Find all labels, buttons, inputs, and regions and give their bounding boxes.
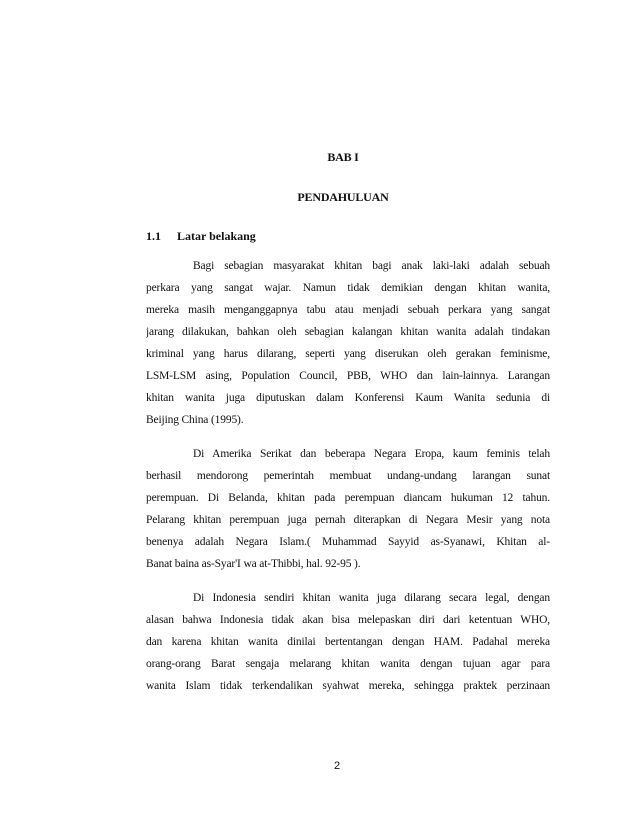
- paragraph-line: Di Amerika Serikat dan beberapa Negara Eropa, kaum feminis telah: [193, 448, 550, 460]
- paragraph-line: kriminal yang harus dilarang, seperti yang diserukan oleh gerakan feminisme,: [146, 348, 550, 360]
- paragraph-3: [146, 592, 550, 702]
- paragraph-line: alasan bahwa Indonesia tidak akan bisa melepaskan diri dari ketentuan WHO,: [146, 614, 550, 626]
- paragraph-line: perkara yang sangat wajar. Namun tidak demikian dengan khitan wanita,: [146, 282, 550, 294]
- paragraph-line: Banat baina as-Syar'I wa at-Thibbi, hal. 92-95 ).: [146, 558, 361, 570]
- paragraph-line: Di Indonesia sendiri khitan wanita juga dilarang secara legal, dengan: [193, 592, 550, 604]
- chapter-number: BAB I: [327, 150, 359, 164]
- paragraph-line: berhasil mendorong pemerintah membuat undang-undang larangan sunat: [146, 470, 550, 482]
- paragraph-line: Pelarang khitan perempuan juga pernah diterapkan di Negara Mesir yang nota: [146, 514, 550, 526]
- paragraph-line: Bagi sebagian masyarakat khitan bagi anak laki-laki adalah sebuah: [193, 260, 550, 272]
- page-number: 2: [333, 760, 341, 772]
- section-number: 1.1: [146, 229, 161, 243]
- paragraph-1: [146, 260, 550, 436]
- chapter-title: PENDAHULUAN: [297, 190, 389, 204]
- paragraph-line: perempuan. Di Belanda, khitan pada perempuan diancam hukuman 12 tahun.: [146, 492, 550, 504]
- paragraph-line: LSM-LSM asing, Population Council, PBB, WHO dan lain-lainnya. Larangan: [146, 370, 550, 382]
- section-title: Latar belakang: [177, 229, 256, 243]
- paragraph-line: dan karena khitan wanita dinilai bertentangan dengan HAM. Padahal mereka: [146, 636, 550, 648]
- paragraph-line: Beijing China (1995).: [146, 414, 244, 426]
- paragraph-line: mereka masih menganggapnya tabu atau menjadi sebuah perkara yang sangat: [146, 304, 550, 316]
- section-heading: [146, 229, 256, 244]
- paragraph-line: benenya adalah Negara Islam.( Muhammad Sayyid as-Syanawi, Khitan al-: [146, 536, 550, 548]
- paragraph-line: jarang dilakukan, bahkan oleh sebagian kalangan khitan wanita adalah tindakan: [146, 326, 550, 338]
- paragraph-line: khitan wanita juga diputuskan dalam Konferensi Kaum Wanita sedunia di: [146, 392, 550, 404]
- paragraph-2: [146, 448, 550, 580]
- paragraph-line: orang-orang Barat sengaja melarang khitan wanita dengan tujuan agar para: [146, 658, 550, 670]
- paragraph-line: wanita Islam tidak terkendalikan syahwat mereka, sehingga praktek perzinaan: [146, 680, 550, 692]
